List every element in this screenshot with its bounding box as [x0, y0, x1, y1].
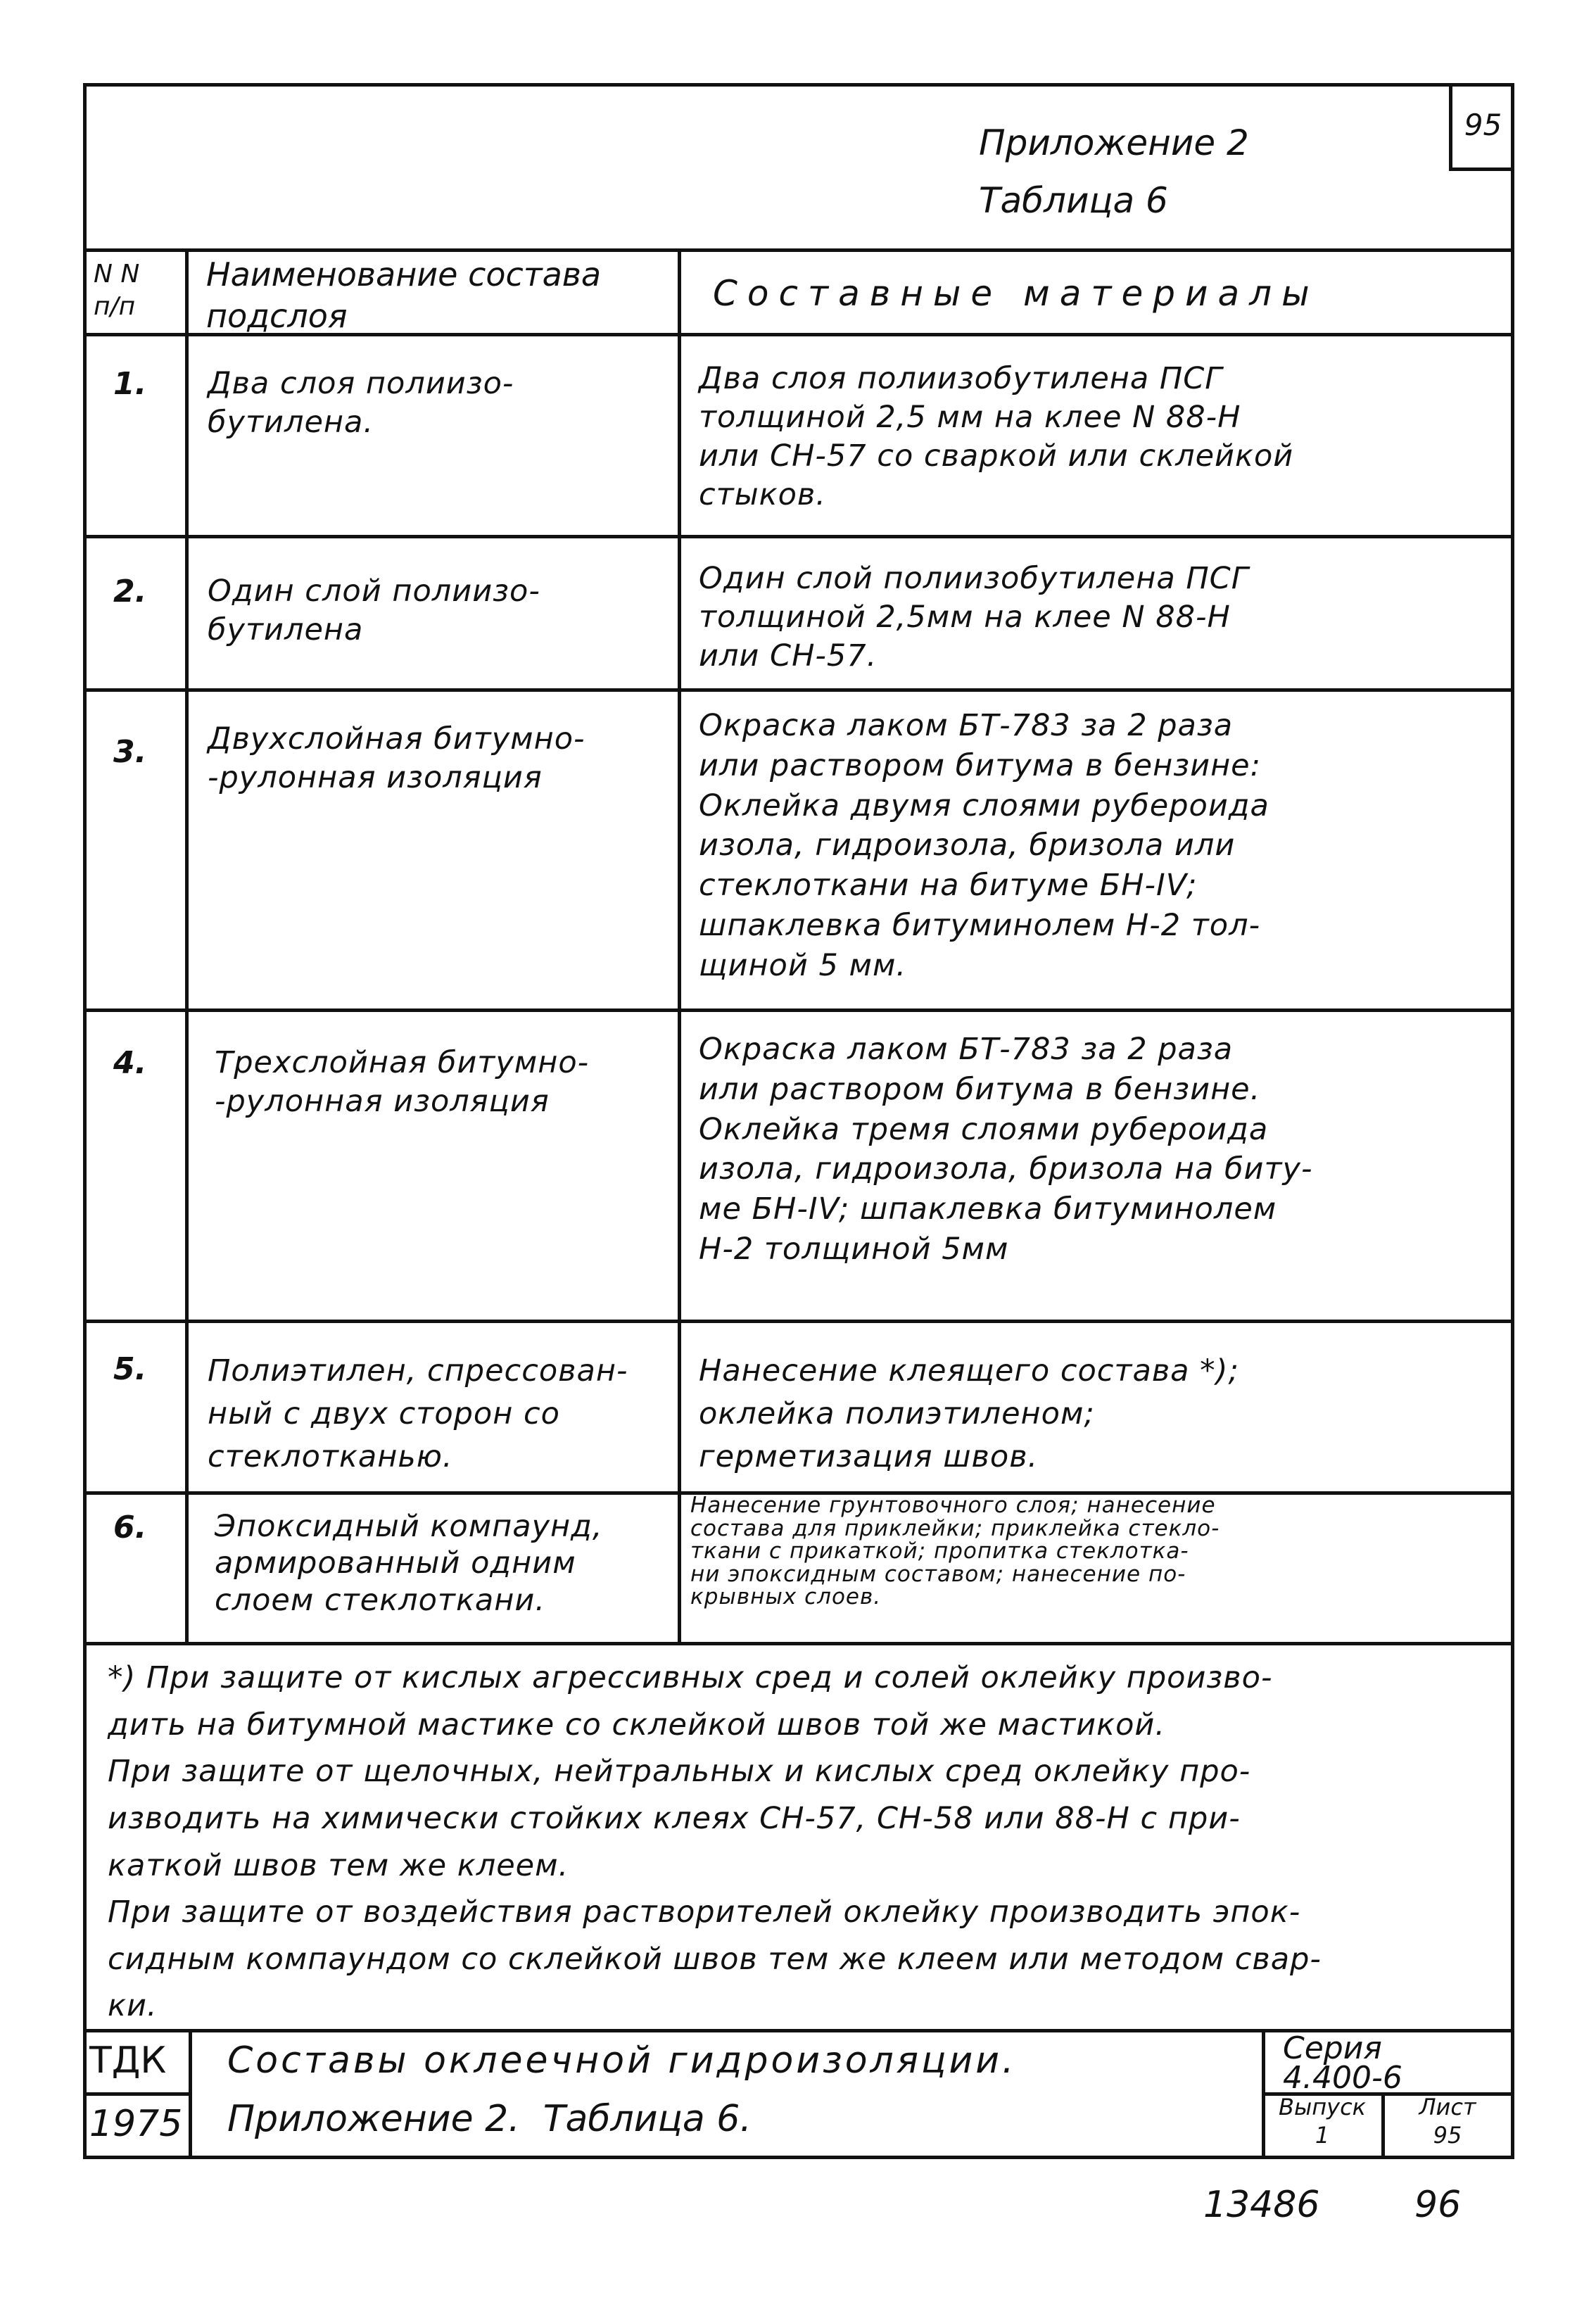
row-1-name: Два слоя полиизо- бутилена. [208, 366, 514, 441]
stamp-series-label: Серия [1283, 2030, 1382, 2066]
stamp-title: Составы оклеечной гидроизоляции. [227, 2039, 1017, 2082]
row-6-name: Эпоксидный компаунд, армированный одним слоем стеклоткани. [215, 1509, 603, 1618]
row-2-materials: Один слой полиизобутилена ПСГ толщиной 2,5мм на клее N 88-Н или СН-57. [699, 561, 1249, 674]
bottom-page-number: 96 [1414, 2184, 1462, 2226]
stamp-sheet-value: 95 [1433, 2122, 1462, 2149]
row-6-num: 6. [113, 1510, 147, 1545]
row-5-materials: Нанесение клеящего состава *); оклейка полиэтиленом; герметизация швов. [699, 1353, 1239, 1475]
drawing-sheet [83, 83, 1514, 2159]
stamp-issue-label: Выпуск [1279, 2094, 1366, 2120]
stamp-org: ТДК [89, 2039, 167, 2082]
row-1-num: 1. [113, 366, 147, 402]
row-2-name: Один слой полиизо- бутилена [208, 574, 540, 648]
page-number: 95 [1464, 108, 1502, 142]
row-4-materials: Окраска лаком БТ-783 за 2 раза или раствором битума в бензине. Оклейка тремя слоями рубероида изола, гидроизола, бризола на биту- ме БН-IV; шпаклевка битуминолем Н-2 толщиной 5мм [699, 1032, 1313, 1267]
page-number-box [1449, 87, 1514, 171]
appendix-label: Приложение 2 [979, 122, 1249, 163]
col-header-num: N N п/п [94, 260, 140, 322]
row-5-name: Полиэтилен, спрессован- ный с двух сторон со стеклотканью. [208, 1353, 628, 1475]
stamp-subtitle: Приложение 2. Таблица 6. [227, 2098, 752, 2140]
row-5-num: 5. [113, 1351, 147, 1387]
stamp-series-value: 4.400-6 [1283, 2060, 1402, 2096]
row-4-name: Трехслойная битумно- -рулонная изоляция [215, 1045, 590, 1120]
row-3-num: 3. [113, 734, 147, 770]
row-3-materials: Окраска лаком БТ-783 за 2 раза или раствором битума в бензине: Оклейка двумя слоями рубероида изола, гидроизола, бризола или стеклоткани на битуме БН-IV; шпаклевка битуминолем Н-2 тол- щиной 5 мм. [699, 708, 1269, 983]
footnote: *) При защите от кислых агрессивных сред и солей оклейку произво- дить на битумной мастике со склейкой швов той же мастикой. При защите от щелочных, нейтральных и кислых сред оклейку про- изводить на химически стойких клеях СН-57, СН-58 или 88-Н с при- каткой швов тем же клеем. При защите от воздействия растворителей оклейку производить эпок- сидным компаундом со склейкой швов тем же клеем или методом свар- ки. [108, 1660, 1322, 2024]
row-6-materials: Нанесение грунтовочного слоя; нанесение состава для приклейки; приклейка стекло- ткани с прикаткой; пропитка стеклотка- ни эпоксидным составом; нанесение по- крывных слоев. [690, 1493, 1220, 1610]
stamp-sheet-label: Лист [1419, 2094, 1476, 2120]
doc-number: 13486 [1203, 2184, 1320, 2226]
table-label: Таблица 6 [979, 180, 1168, 221]
stamp-year: 1975 [89, 2103, 183, 2145]
col-header-materials: Составные материалы [713, 273, 1319, 314]
row-2-num: 2. [113, 574, 147, 609]
row-3-name: Двухслойная битумно- -рулонная изоляция [208, 721, 585, 796]
col-header-name: Наименование состава подслоя [206, 255, 602, 335]
stamp-issue-value: 1 [1315, 2122, 1330, 2149]
row-4-num: 4. [113, 1045, 147, 1081]
row-1-materials: Два слоя полиизобутилена ПСГ толщиной 2,5 мм на клее N 88-Н или СН-57 со сваркой или склейкой стыков. [699, 361, 1294, 513]
